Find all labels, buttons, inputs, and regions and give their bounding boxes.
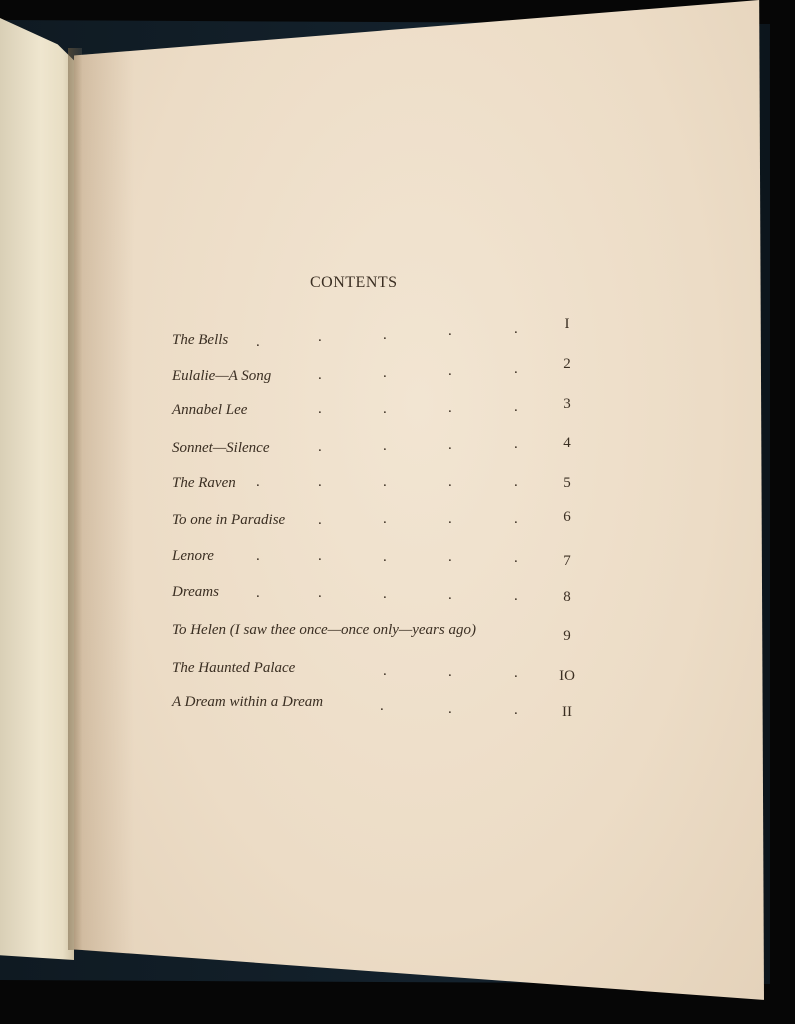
leader-dot: . <box>383 586 387 602</box>
toc-entry <box>172 475 592 501</box>
leader-dot: . <box>448 511 452 527</box>
leader-dot: . <box>256 548 260 564</box>
leader-dot: . <box>256 585 260 601</box>
toc-entry-page: II <box>562 704 572 720</box>
toc-entry-title: To Helen (I saw thee once—once only—years ago) <box>172 622 476 638</box>
toc-entry-title: A Dream within a Dream <box>172 694 324 710</box>
leader-dot: . <box>383 401 387 417</box>
toc-entry-page: 6 <box>563 509 571 525</box>
toc-entry-page: 9 <box>563 628 571 644</box>
toc-entry-page: I <box>564 316 570 332</box>
leader-dot: . <box>383 438 387 454</box>
page-title: CONTENTS <box>310 274 398 291</box>
toc-entry-page: 7 <box>563 553 571 569</box>
toc-entry-page: IO <box>559 668 575 684</box>
toc-entry-title: Lenore <box>172 548 214 564</box>
leader-dot: . <box>383 511 387 527</box>
leader-dot: . <box>256 474 260 490</box>
toc-entry-title: Annabel Lee <box>172 402 248 418</box>
toc-entry-title: The Haunted Palace <box>172 660 296 676</box>
leader-dot: . <box>318 367 322 383</box>
leader-dot: . <box>380 698 384 714</box>
leader-dot: . <box>383 663 387 679</box>
leader-dot: . <box>318 474 322 490</box>
toc-entry <box>172 435 592 464</box>
toc-entry <box>172 548 592 574</box>
toc-entry-title: Sonnet—Silence <box>172 440 270 456</box>
leader-dot: . <box>318 329 322 345</box>
toc-entry-page: 8 <box>563 589 571 605</box>
leader-dot: . <box>448 400 452 416</box>
leader-dot: . <box>514 436 518 452</box>
toc-entry-page: 2 <box>563 356 571 372</box>
leader-dot: . <box>318 548 322 564</box>
leader-dot: . <box>448 474 452 490</box>
leader-dot: . <box>383 365 387 381</box>
leader-dot: . <box>514 361 518 377</box>
leader-dot: . <box>256 334 260 350</box>
toc-entry-title: Dreams <box>172 584 219 600</box>
leader-dot: . <box>514 321 518 337</box>
toc-entry-title: To one in Paradise <box>172 512 286 528</box>
leader-dot: . <box>318 585 322 601</box>
leader-dot: . <box>448 437 452 453</box>
leader-dot: . <box>383 327 387 343</box>
toc-entry-title: The Bells <box>172 332 229 348</box>
leader-dot: . <box>448 549 452 565</box>
toc-entry-title: Eulalie—A Song <box>172 368 272 384</box>
leader-dot: . <box>383 474 387 490</box>
leader-dot: . <box>514 474 518 490</box>
leader-dot: . <box>318 512 322 528</box>
leader-dot: . <box>448 701 452 717</box>
toc-entry-title: The Raven <box>172 475 236 491</box>
leader-dot: . <box>448 664 452 680</box>
leader-dot: . <box>318 401 322 417</box>
toc-entry <box>172 396 592 428</box>
leader-dot: . <box>514 588 518 604</box>
leader-dot: . <box>514 665 518 681</box>
leader-dot: . <box>514 702 518 718</box>
leader-dot: . <box>448 363 452 379</box>
toc-entry <box>172 356 592 392</box>
toc-entry-page: 5 <box>563 475 571 491</box>
leader-dot: . <box>448 587 452 603</box>
leader-dot: . <box>514 399 518 415</box>
toc-entry <box>172 694 592 720</box>
toc-entry-page: 3 <box>563 396 571 412</box>
leader-dot: . <box>448 323 452 339</box>
leader-dot: . <box>514 550 518 566</box>
leader-dot: . <box>383 549 387 565</box>
leader-dot: . <box>318 439 322 455</box>
toc-entry <box>172 622 592 648</box>
toc-entry <box>172 660 592 686</box>
toc-entry <box>172 316 592 356</box>
toc-entry <box>172 584 592 610</box>
leader-dot: . <box>514 511 518 527</box>
toc-entry-page: 4 <box>563 435 571 451</box>
toc-entry <box>172 511 592 537</box>
